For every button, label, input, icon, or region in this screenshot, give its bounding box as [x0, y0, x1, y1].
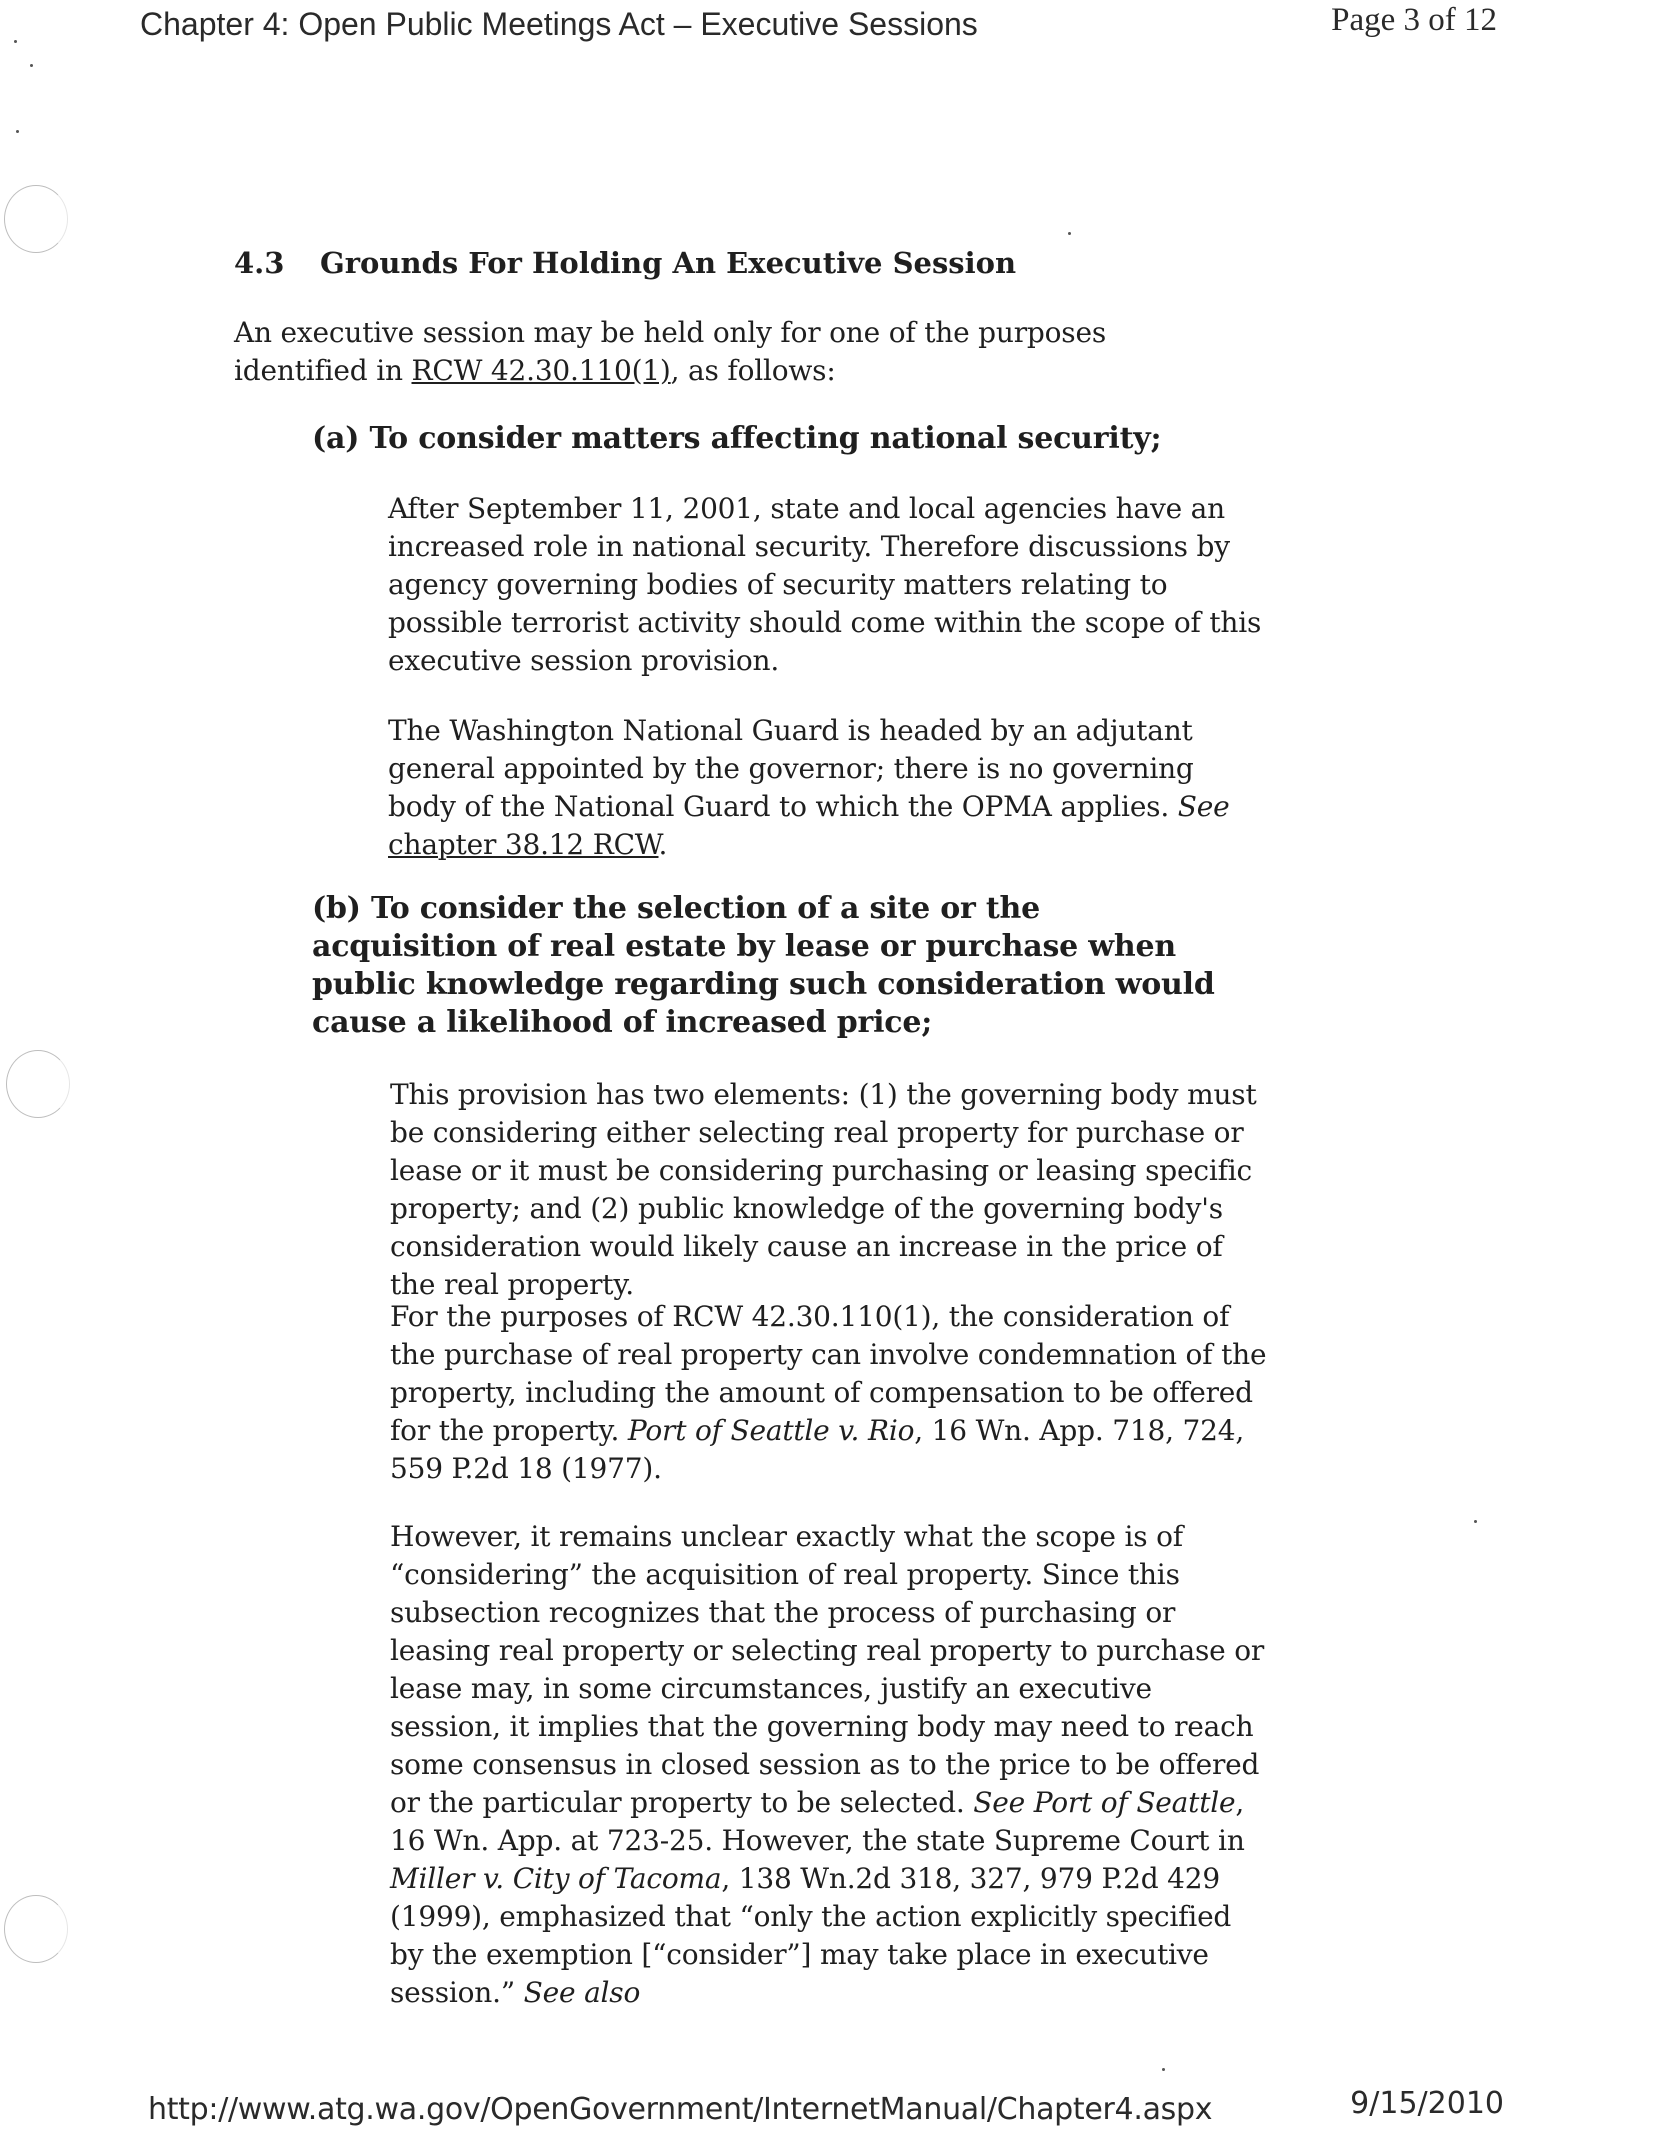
- scan-speck: [1068, 232, 1071, 235]
- citation-text: , 138 Wn.2d 318, 327, 979 P.2d 429 (1999), emphasized that “only the action explicitly specified by the exemption [“consider”] may take place in executive session.”: [390, 1862, 1232, 2009]
- item-b-paragraph-3: [390, 1518, 1270, 2012]
- case-citation: Port of Seattle v. Rio: [627, 1414, 915, 1447]
- item-b-paragraph-3-text: However, it remains unclear exactly what the scope is of “considering” the acquisition of real property. Since this subsection recognizes that the process of purchasing or leasing real property or selecting real property to purchase or lease may, in some circumstances, justify an executive session, it implies that the governing body may need to reach some consensus in closed session as to the price to be offered or the particular property to be selected.: [390, 1520, 1265, 1819]
- see-signal: See: [1177, 790, 1230, 823]
- punch-hole: [4, 1895, 68, 1963]
- item-a-paragraph-2: [388, 712, 1268, 864]
- scan-speck: [30, 64, 33, 67]
- punch-hole: [4, 185, 68, 253]
- intro-text: An executive session may be held only for one of the purposes identified in: [234, 316, 1107, 387]
- intro-paragraph: [234, 314, 1234, 390]
- see-also-signal: See also: [523, 1976, 641, 2009]
- period: .: [658, 828, 668, 861]
- print-footer-url: http://www.atg.wa.gov/OpenGovernment/InternetManual/Chapter4.aspx: [148, 2092, 1213, 2127]
- citation-text: , 16 Wn. App. 718, 724, 559 P.2d 18 (1977).: [390, 1414, 1245, 1485]
- chapter-38-12-rcw-link[interactable]: chapter 38.12 RCW: [388, 828, 659, 861]
- item-b-paragraph-2: [390, 1298, 1270, 1488]
- case-citation: Miller v. City of Tacoma: [390, 1862, 722, 1895]
- scan-speck: [14, 40, 17, 43]
- scan-speck: [1474, 1520, 1477, 1523]
- print-footer-date: 9/15/2010: [1350, 2086, 1504, 2121]
- print-header-title: Chapter 4: Open Public Meetings Act – Executive Sessions: [140, 6, 978, 42]
- section-number: 4.3: [234, 246, 285, 280]
- item-a-paragraph-1: After September 11, 2001, state and local agencies have an increased role in national security. Therefore discussions by agency governing bodies of security matters relating to possible terrorist activity should come within the scope of this executive session provision.: [388, 492, 1262, 677]
- item-a-paragraph-2-text: The Washington National Guard is headed by an adjutant general appointed by the governor; there is no governing body of the National Guard to which the OPMA applies.: [388, 714, 1194, 823]
- scan-speck: [16, 130, 19, 133]
- see-port-of-seattle-citation: See Port of Seattle: [973, 1786, 1236, 1819]
- item-b-paragraph-2-text: For the purposes of RCW 42.30.110(1), the consideration of the purchase of real property can involve condemnation of the property, including the amount of compensation to be offered for the property.: [390, 1300, 1267, 1447]
- print-header-page-number: Page 3 of 12: [1331, 2, 1497, 38]
- punch-hole: [6, 1050, 70, 1118]
- section-heading: [234, 246, 1016, 280]
- section-title: Grounds For Holding An Executive Session: [320, 246, 1017, 280]
- scan-speck: [1162, 2068, 1165, 2071]
- item-a-heading: (a) To consider matters affecting national security;: [312, 421, 1162, 456]
- item-b-paragraph-1: This provision has two elements: (1) the governing body must be considering either selecting real property for purchase or lease or it must be considering purchasing or leasing specific property; and (2) public knowledge of the governing body's consideration would likely cause an increase in the price of the real property.: [390, 1078, 1257, 1301]
- citation-text: , 16 Wn. App. at 723-25. However, the state Supreme Court in: [390, 1786, 1245, 1857]
- rcw-42-30-110-link[interactable]: RCW 42.30.110(1): [411, 354, 671, 387]
- intro-text-end: , as follows:: [670, 354, 836, 387]
- item-b-heading: (b) To consider the selection of a site or the acquisition of real estate by lease or purchase when public knowledge regarding such consideration would cause a likelihood of increased price;: [312, 891, 1215, 1040]
